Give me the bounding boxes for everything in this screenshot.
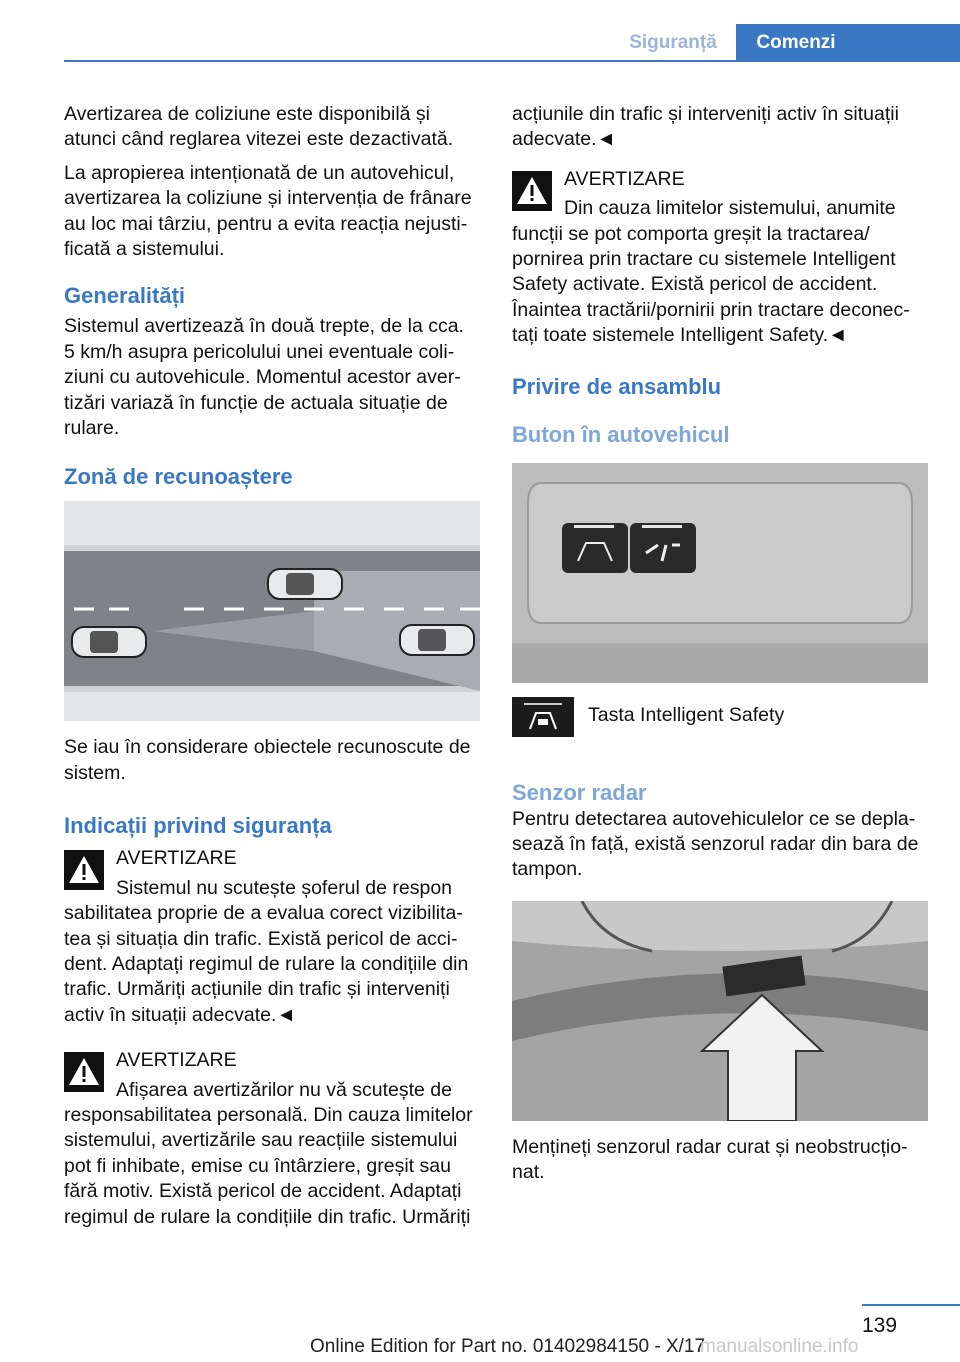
tab-controls[interactable] <box>736 24 960 60</box>
left-column <box>64 102 480 1238</box>
edition-footer: Online Edition for Part no. 01402984150 - X/17 <box>310 1336 706 1357</box>
paragraph: Mențineți senzorul radar curat și neobstrucționat. <box>512 1135 908 1184</box>
heading-overview: Privire de ansamblu <box>512 373 722 399</box>
warning-block <box>64 846 480 1028</box>
warning-block <box>64 1048 480 1230</box>
paragraph: Pentru detectarea autovehiculelor ce se deplasează în față, există senzorul radar din bara de tampon. <box>512 807 919 881</box>
button-legend-label: Tasta Intelligent Safety <box>588 703 785 726</box>
page-number-rule <box>862 1304 960 1306</box>
warning-icon <box>512 171 552 211</box>
radar-sensor-photo <box>512 901 928 1121</box>
page-number: 139 <box>862 1314 898 1337</box>
car-ahead-icon <box>268 569 342 599</box>
warning-title: AVERTIZARE <box>116 847 237 870</box>
heading-button: Buton în autovehicul <box>512 421 730 447</box>
warning-text: Sistemul nu scutește șoferul de respon <box>116 876 453 899</box>
warning-text-continued: responsabilitatea personală. Din cauza limitelor sistemului, avertizările sau reacțiile sistemului pot fi inhibate, emise cu întârziere, greșit sau fără motiv. Există pericol de accident. Adaptați regimul de rulare la condițiile din trafic. Urmăriți <box>64 1103 473 1228</box>
warning-text: Afișarea avertizărilor nu vă scutește de <box>116 1078 452 1101</box>
heading-safety: Indicații privind siguranța <box>64 813 332 839</box>
tab-controls-label: Comenzi <box>756 32 836 53</box>
intelligent-safety-button-icon <box>512 697 574 737</box>
warning-text-continued: sabilitatea proprie de a evalua corect vizibilitatea și situația din trafic. Există pericol de accident. Adaptați regimul de rulare la condițiile din trafic. Urmăriți acțiunile din trafic și interveniți activ în situații adecvate.◄ <box>64 902 469 1026</box>
own-car-icon <box>72 627 146 657</box>
button-legend <box>512 697 928 757</box>
warning-title: AVERTIZARE <box>116 1049 237 1072</box>
warning-text-continued: funcții se pot comporta greșit la tractarea/ pornirea prin tractare cu sistemele Intelligent Safety activate. Există pericol de accident. Înaintea tractării/pornirii prin tractare deconectați toate sistemele Intelligent Safety.◄ <box>512 222 910 347</box>
heading-general: Generalități <box>64 283 186 309</box>
paragraph: acțiunile din trafic și interveniți activ în situații adecvate.◄ <box>512 103 899 151</box>
button-photo <box>512 463 928 683</box>
warning-icon <box>64 1052 104 1092</box>
right-column <box>512 102 928 1194</box>
car-front-icon <box>400 625 474 655</box>
heading-zone: Zonă de recunoaștere <box>64 464 293 490</box>
paragraph: Avertizarea de coliziune este disponibilă și atunci când reglarea vitezei este dezactivată. <box>64 103 454 151</box>
warning-block <box>512 167 928 349</box>
warning-text: Din cauza limitelor sistemului, anumite <box>564 197 896 220</box>
header-rule <box>64 60 960 62</box>
warning-title: AVERTIZARE <box>564 167 685 190</box>
watermark: manualsonline.info <box>700 1336 859 1357</box>
paragraph: La apropierea intenționată de un autovehicul, avertizarea la coliziune și intervenția de frânare au loc mai târziu, pentru a evita reacția nejustificată a sistemului. <box>64 161 472 261</box>
heading-radar: Senzor radar <box>512 779 647 805</box>
paragraph: Se iau în considerare obiectele recunoscute de sistem. <box>64 736 471 784</box>
detection-zone-figure <box>64 501 480 721</box>
paragraph: Sistemul avertizează în două trepte, de la cca. 5 km/h asupra pericolului unei eventuale coliziuni cu autovehicule. Momentul acestor avertizări variază în funcție de actuala situație de rulare. <box>64 315 464 440</box>
warning-icon <box>64 850 104 890</box>
tab-safety[interactable]: Siguranță <box>629 32 717 53</box>
